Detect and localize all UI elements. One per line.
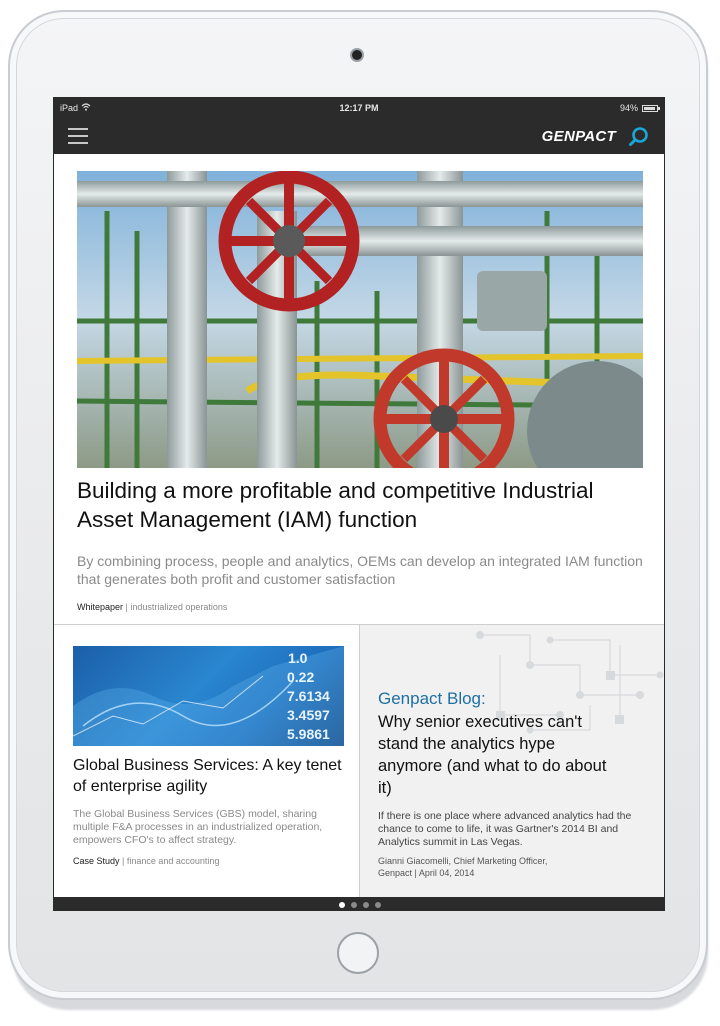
article-card-blog[interactable] [360,625,665,897]
page-dot[interactable] [339,902,345,908]
screen [53,97,665,911]
content-type: Whitepaper [77,602,124,612]
svg-text:5.9861: 5.9861 [287,726,330,742]
card-description: The Global Business Services (GBS) model, sharing multiple F&A processes in an industrialized operation, empowers CFO's to affect strategy. [73,808,323,846]
card-title[interactable]: Why senior executives can't stand the analytics hype anymore (and what to do about it) [378,713,607,797]
svg-text:7.6134: 7.6134 [287,688,330,704]
blog-label: Genpact Blog: [378,689,486,708]
status-bar [54,98,664,118]
page-indicator [54,897,665,911]
svg-text:1.0: 1.0 [288,650,308,666]
author-line: Genpact | April 04, 2014 [378,868,475,878]
content-type: Case Study [73,856,120,866]
search-icon[interactable] [628,125,650,147]
app-navbar [54,118,664,154]
hero-description: By combining process, people and analytics, OEMs can develop an integrated IAM function that generates both profit and customer satisfaction [77,553,643,587]
author-line: Gianni Giacomelli, Chief Marketing Officer, [378,856,548,866]
menu-icon[interactable] [68,128,88,144]
card-description: If there is one place where advanced analytics had the chance to come to life, it was Gartner's 2014 BI and Analytics summit in Las Vegas. [378,810,632,848]
card-title[interactable]: Global Business Services: A key tenet of enterprise agility [73,757,342,795]
svg-text:0.22: 0.22 [287,669,315,685]
page-dot[interactable] [351,902,357,908]
camera-icon [352,50,362,60]
svg-text:3.4597: 3.4597 [287,707,330,723]
hero-image[interactable] [77,171,643,468]
content-tag[interactable]: finance and accounting [126,856,220,866]
genpact-logo[interactable]: GENPACT [541,127,616,145]
gbs-image [73,646,344,746]
device-label: iPad [60,103,79,113]
battery-icon [642,105,658,112]
card-author [378,855,638,879]
card-meta: Case Study | finance and accounting [73,856,220,866]
wifi-icon [81,103,91,113]
hero-title[interactable]: Building a more profitable and competitive Industrial Asset Management (IAM) function [77,478,594,532]
article-card-gbs[interactable] [54,625,359,897]
status-time: 12:17 PM [339,103,379,113]
page-dot[interactable] [375,902,381,908]
hero-meta: Whitepaper | industrialized operations [77,602,228,612]
page-dot[interactable] [363,902,369,908]
home-button[interactable] [337,932,379,974]
content-tag[interactable]: industrialized operations [130,602,228,612]
battery-percent: 94% [619,103,638,113]
